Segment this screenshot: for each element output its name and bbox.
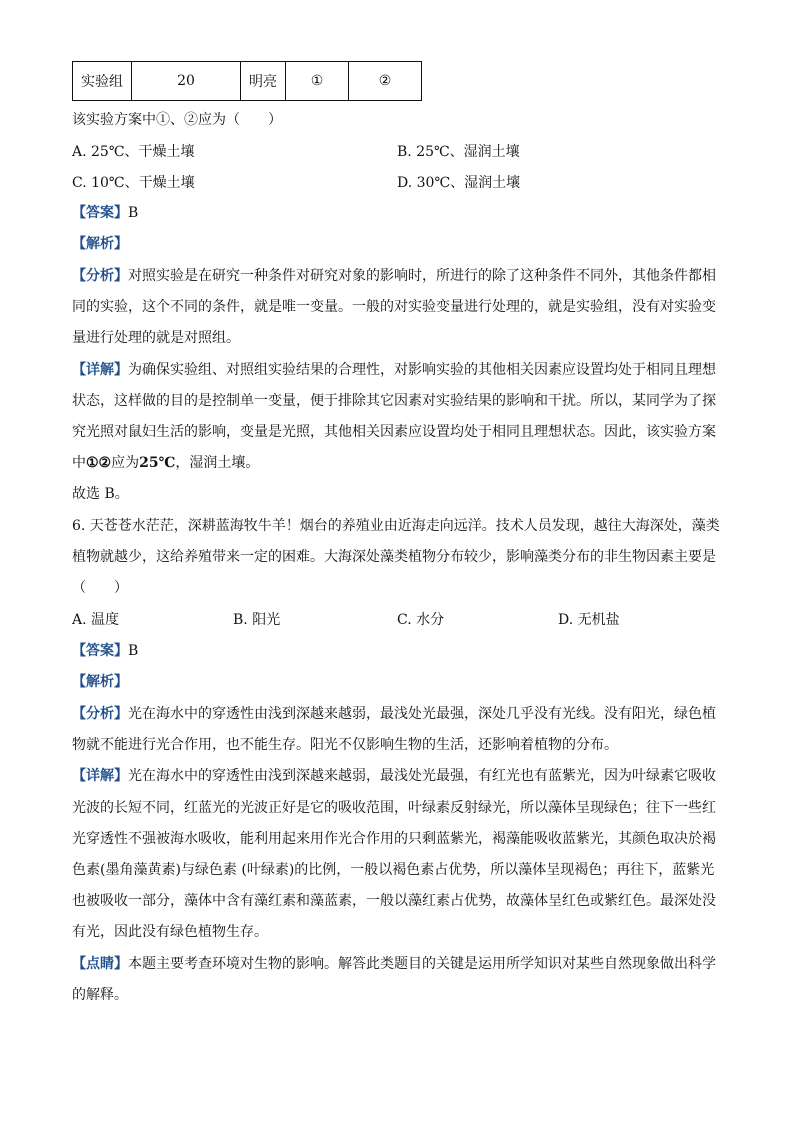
xiangjie-tag: 【详解】 xyxy=(72,362,128,378)
fenxi-text: 光在海水中的穿透性由浅到深越来越弱，最浅处光最强，深处几乎没有光线。没有阳光，绿色植 xyxy=(128,706,716,722)
xiangjie-suffix: ，湿润土壤。 xyxy=(175,455,260,471)
q6-xiangjie-line-1 xyxy=(72,766,716,786)
q5-xiangjie-line-1 xyxy=(72,360,716,380)
xiangjie-text: 为确保实验组、对照组实验结果的合理性，对影响实验的其他相关因素应设置均处于相同且理想 xyxy=(128,362,716,378)
q5-fenxi-line-1 xyxy=(72,266,716,286)
q6-stem-line-2: 植物就越少，这给养殖带来一定的困难。大海深处藻类植物分布较少，影响藻类分布的非生物因素主要是 xyxy=(72,549,716,565)
table-cell-blank1: ① xyxy=(286,62,349,101)
answer-value: B xyxy=(128,205,139,221)
q6-fenxi-line-1 xyxy=(72,704,716,724)
q6-xiangjie-line-6: 有光，因此没有绿色植物生存。 xyxy=(72,924,268,940)
q6-option-b: B. 阳光 xyxy=(233,612,281,628)
fenxi-tag: 【分析】 xyxy=(72,268,128,284)
answer-tag: 【答案】 xyxy=(72,205,128,221)
fenxi-tag: 【分析】 xyxy=(72,706,128,722)
xiangjie-text: 光在海水中的穿透性由浅到深越来越弱，最浅处光最强，有红光也有蓝紫光，因为叶绿素它吸收 xyxy=(128,768,716,784)
q5-xiangjie-line-3: 究光照对鼠妇生活的影响，变量是光照，其他相关因素应设置均处于相同且理想状态。因此，该实验方案 xyxy=(72,424,716,440)
q6-xiangjie-line-4: 色素(墨角藻黄素)与绿色素 (叶绿素)的比例，一般以褐色素占优势，所以藻体呈现褐色；再往下，蓝紫光 xyxy=(72,862,715,878)
q5-xiangjie-line-4 xyxy=(72,453,259,473)
table-cell-light: 明亮 xyxy=(241,62,286,101)
q6-fenxi-line-2: 物就不能进行光合作用，也不能生存。阳光不仅影响生物的生活，还影响着植物的分布。 xyxy=(72,737,618,753)
dianjing-text: 本题主要考查环境对生物的影响。解答此类题目的关键是运用所学知识对某些自然现象做出科学 xyxy=(128,956,716,972)
q5-option-a: A. 25℃、干燥土壤 xyxy=(72,144,195,160)
q5-analysis-tag xyxy=(72,234,128,254)
table-row xyxy=(73,62,422,101)
q5-xiangjie-line-2: 状态，这样做的目的是控制单一变量，便于排除其它因素对实验结果的影响和干扰。所以，某同学为了探 xyxy=(72,393,716,409)
dianjing-tag: 【点睛】 xyxy=(72,956,128,972)
xiangjie-bold-temp: 25℃ xyxy=(139,455,176,471)
q6-dianjing-line-2: 的解释。 xyxy=(72,987,128,1003)
q5-option-c: C. 10℃、干燥土壤 xyxy=(72,175,195,191)
q6-xiangjie-line-2: 光波的长短不同，红蓝光的光波正好是它的吸收范围，叶绿素反射绿光，所以藻体呈现绿色；往下一些红 xyxy=(72,800,716,816)
q6-stem-line-1: 6. 天苍苍水茫茫，深耕蓝海牧牛羊！烟台的养殖业由近海走向远洋。技术人员发现，越往大海深处，藻类 xyxy=(72,518,720,534)
q5-answer xyxy=(72,203,138,223)
q6-dianjing-line-1 xyxy=(72,954,716,974)
answer-tag: 【答案】 xyxy=(72,643,128,659)
analysis-tag: 【解析】 xyxy=(72,674,128,690)
fenxi-text: 对照实验是在研究一种条件对研究对象的影响时，所进行的除了这种条件不同外，其他条件都相 xyxy=(128,268,716,284)
q5-option-b: B. 25℃、湿润土壤 xyxy=(397,144,520,160)
q5-conclusion: 故选 B。 xyxy=(72,486,129,502)
q6-xiangjie-line-5: 也被吸收一部分，藻体中含有藻红素和藻蓝素，一般以藻红素占优势，故藻体呈红色或紫红色。最深处没 xyxy=(72,893,716,909)
table-cell-count: 20 xyxy=(132,62,241,101)
experiment-table xyxy=(72,61,422,101)
analysis-tag: 【解析】 xyxy=(72,236,128,252)
q6-option-d: D. 无机盐 xyxy=(558,612,620,628)
xiangjie-prefix: 中 xyxy=(72,455,86,471)
xiangjie-mid: 应为 xyxy=(111,455,140,471)
q6-answer xyxy=(72,641,138,661)
q5-fenxi-line-3: 量进行处理的就是对照组。 xyxy=(72,330,240,346)
q6-option-a: A. 温度 xyxy=(72,612,120,628)
q6-analysis-tag xyxy=(72,672,128,692)
q5-option-d: D. 30℃、湿润土壤 xyxy=(397,175,521,191)
q6-stem-line-3: （ ） xyxy=(72,580,128,596)
xiangjie-tag: 【详解】 xyxy=(72,768,128,784)
xiangjie-bold-marks: ①② xyxy=(86,455,112,471)
q6-option-c: C. 水分 xyxy=(397,612,445,628)
q5-fenxi-line-2: 同的实验，这个不同的条件，就是唯一变量。一般的对实验变量进行处理的，就是实验组，没有对实验变 xyxy=(72,299,716,315)
answer-value: B xyxy=(128,643,139,659)
q6-xiangjie-line-3: 光穿透性不强被海水吸收，能利用起来用作光合作用的只剩蓝紫光，褐藻能吸收蓝紫光，其颜色取决於褐 xyxy=(72,831,716,847)
table-cell-blank2: ② xyxy=(349,62,422,101)
table-cell-group: 实验组 xyxy=(73,62,132,101)
q5-stem: 该实验方案中①、②应为（ ） xyxy=(72,112,282,128)
